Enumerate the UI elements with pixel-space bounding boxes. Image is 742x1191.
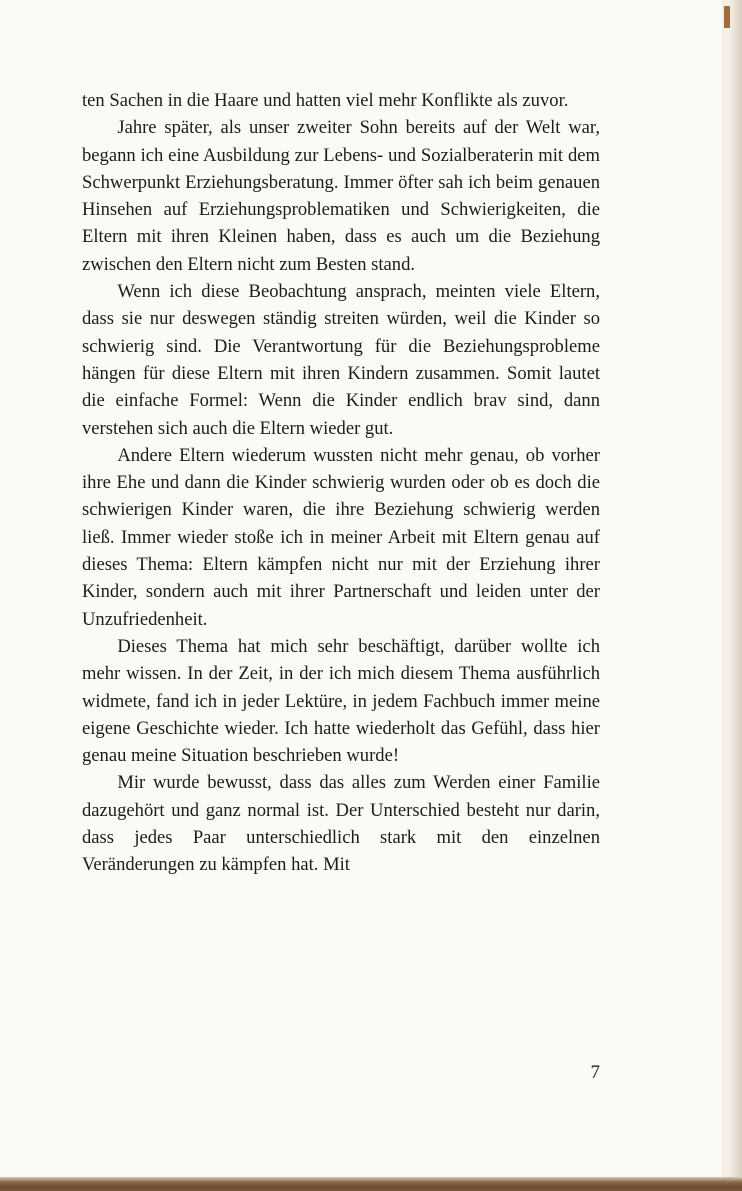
- book-page-edge-right: [722, 0, 742, 1191]
- book-cover-edge-bottom: [0, 1177, 742, 1191]
- paragraph-6: Mir wurde bewusst, dass das alles zum Werden einer Familie dazugehört und ganz normal ist. Der Unterschied besteht nur darin, dass jedes Paar unterschiedlich stark mit den einzelnen Veränderungen zu kämpfen hat. Mit: [82, 772, 600, 876]
- bookmark-ribbon: [724, 6, 730, 28]
- paragraph-3: Wenn ich diese Beobachtung ansprach, meinten viele Eltern, dass sie nur deswegen ständig streiten würden, weil die Kinder so schwierig sind. Die Verantwortung für die Beziehungsprobleme hängen für diese Eltern mit ihren Kindern zusammen. Somit lautet die einfache Formel: Wenn die Kinder endlich brav sind, dann verstehen sich auch die Eltern wieder gut.: [82, 281, 600, 439]
- paragraph-1: ten Sachen in die Haare und hatten viel mehr Konflikte als zuvor.: [82, 90, 569, 111]
- paragraph-4: Andere Eltern wiederum wussten nicht mehr genau, ob vorher ihre Ehe und dann die Kinder schwierig wurden oder ob es doch die schwierigen Kinder waren, die ihre Beziehung schwierig werden ließ. Immer wieder stoße ich in meiner Arbeit mit Eltern genau auf dieses Thema: Eltern kämpfen nicht nur mit der Erziehung ihrer Kinder, sondern auch mit ihrer Partnerschaft und leiden unter der Unzufriedenheit.: [82, 444, 600, 630]
- body-text: [82, 87, 600, 879]
- page-number: 7: [590, 1062, 600, 1083]
- paragraph-5: Dieses Thema hat mich sehr beschäftigt, darüber wollte ich mehr wissen. In der Zeit, in der ich mich diesem Thema ausführlich widmete, fand ich in jeder Lektüre, in jedem Fachbuch immer meine eigene Geschichte wieder. Ich hatte wiederholt das Gefühl, dass hier genau meine Situation beschrieben wurde!: [82, 635, 600, 767]
- paragraph-2: Jahre später, als unser zweiter Sohn bereits auf der Welt war, begann ich eine Ausbildung zur Lebens- und Sozialberaterin mit dem Schwerpunkt Erziehungsberatung. Immer öfter sah ich beim genauen Hinsehen auf Erziehungsproblematiken und Schwierigkeiten, die Eltern mit ihren Kleinen haben, dass es auch um die Beziehung zwischen den Eltern nicht zum Besten stand.: [82, 117, 600, 275]
